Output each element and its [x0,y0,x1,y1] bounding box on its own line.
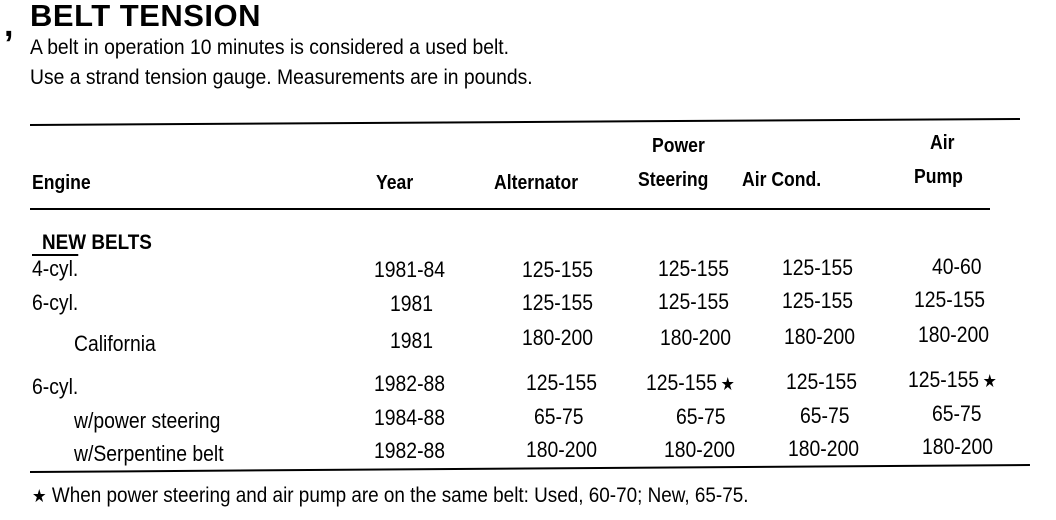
cell-air: 125-155 ★ [908,367,997,392]
cell-power: 125-155 [658,256,730,281]
cell-alternator: 180-200 [526,437,598,462]
cell-power: 125-155 [658,289,730,314]
col-header-air: Air [930,132,955,154]
star-icon: ★ [720,374,735,394]
cell-aircond: 125-155 [782,288,854,313]
stray-mark: , [4,6,14,44]
cell-aircond: 125-155 [786,369,858,394]
cell-air: 125-155 [914,287,986,312]
cell-alternator: 125-155 [522,290,594,315]
col-header-pump: Pump [914,166,963,188]
cell-power: 180-200 [660,325,732,350]
col-header-alternator: Alternator [494,172,579,194]
cell-year: 1981 [390,291,434,316]
cell-power: 65-75 [676,404,726,429]
footnote [32,485,748,506]
subtitle-gauge: Use a strand tension gauge. Measurements are in pounds. [30,66,533,89]
cell-aircond: 125-155 [782,255,854,280]
cell-year: 1981 [390,328,434,353]
col-header-aircond: Air Cond. [742,169,822,191]
footnote-text: When power steering and air pump are on the same belt: Used, 60-70; New, 65-75. [51,484,749,507]
cell-engine: w/Serpentine belt [74,441,224,466]
cell-engine: California [74,331,156,356]
cell-engine: 6-cyl. [32,374,79,399]
table-header-rule [30,208,990,210]
col-header-power: Power [652,135,705,157]
star-icon: ★ [982,371,997,391]
cell-year: 1984-88 [374,405,446,430]
table-top-rule [30,118,1020,126]
cell-alternator: 125-155 [522,257,594,282]
cell-aircond: 180-200 [784,324,856,349]
col-header-steering: Steering [638,169,709,191]
cell-year: 1982-88 [374,438,446,463]
cell-air: 65-75 [932,401,982,426]
cell-year: 1981-84 [374,257,446,282]
cell-year: 1982-88 [374,371,446,396]
cell-aircond: 180-200 [788,436,860,461]
cell-alternator: 180-200 [522,325,594,350]
cell-power: 180-200 [664,437,736,462]
col-header-year: Year [376,172,414,194]
cell-engine: 4-cyl. [32,256,79,281]
section-new-belts: NEW BELTS [42,231,152,254]
cell-aircond: 65-75 [800,403,850,428]
star-icon: ★ [32,486,47,506]
cell-air: 180-200 [918,322,990,347]
subtitle-used-belt: A belt in operation 10 minutes is considered a used belt. [30,36,510,59]
cell-engine: 6-cyl. [32,290,79,315]
cell-engine: w/power steering [74,408,221,433]
cell-power: 125-155 ★ [646,370,735,395]
cell-air: 180-200 [922,434,994,459]
page-title: BELT TENSION [30,0,262,33]
cell-alternator: 65-75 [534,404,584,429]
cell-air: 40-60 [932,254,982,279]
col-header-engine: Engine [32,172,91,194]
cell-alternator: 125-155 [526,370,598,395]
